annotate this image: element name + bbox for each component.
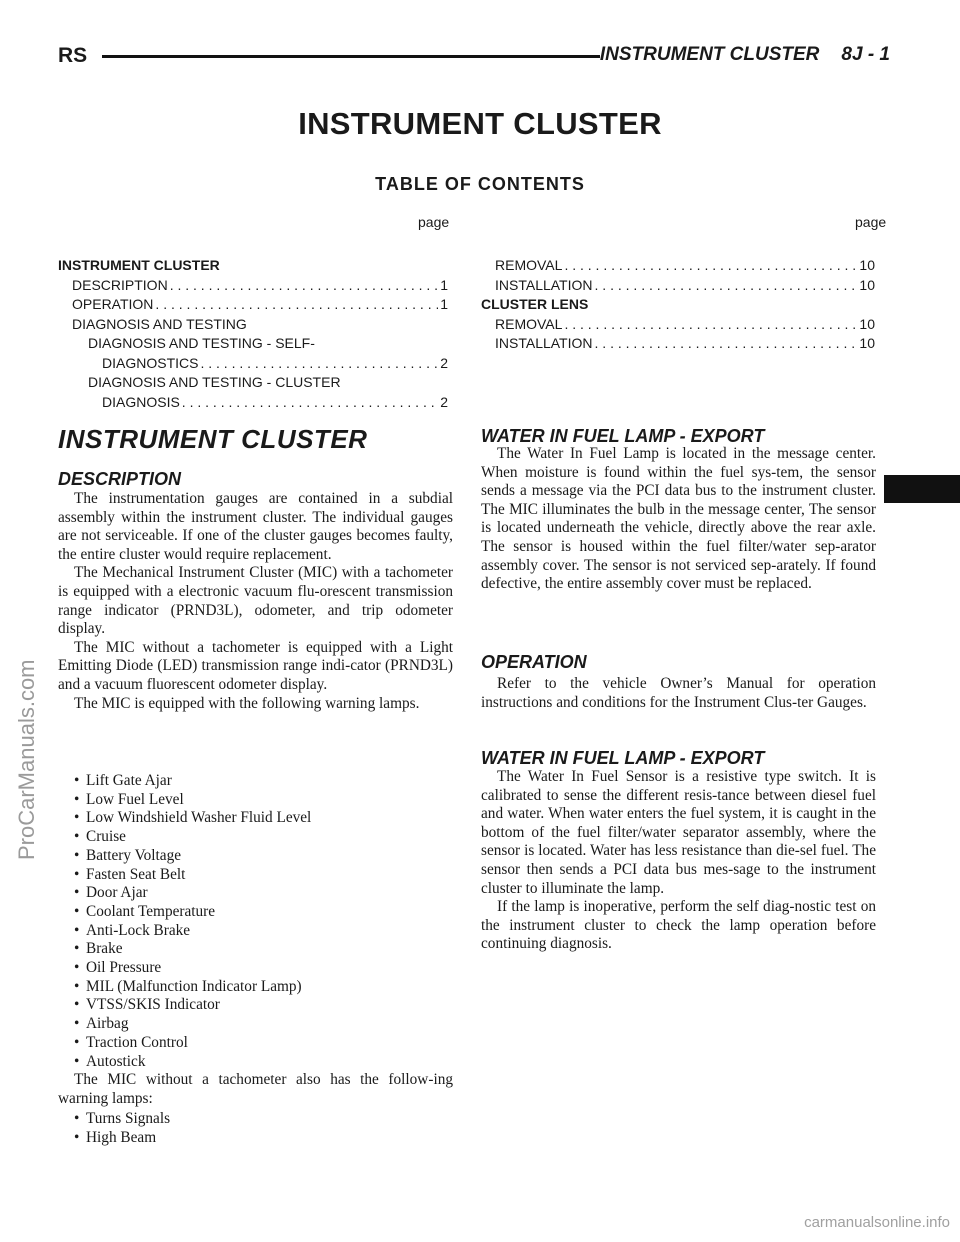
toc-entry-page: 1 [440, 296, 448, 312]
header-page-id: 8J - 1 [841, 44, 890, 65]
toc-entry[interactable] [58, 354, 448, 374]
running-header [58, 42, 890, 70]
warning-lamp-item: • Turns Signals [74, 1110, 454, 1129]
header-section-code: RS [58, 44, 88, 67]
toc-leader-dots [564, 315, 857, 335]
heading-operation: OPERATION [481, 652, 587, 672]
toc-entry-page: 2 [440, 393, 448, 410]
wif-operation-p2: If the lamp is inoperative, perform the self diag-nostic test on the instrument cluster to check the lamp operation before continuing diagnosis. [481, 898, 876, 953]
toc-entry-label: DESCRIPTION [72, 276, 168, 293]
warning-lamp-item: • Low Windshield Washer Fluid Level [74, 809, 454, 828]
toc-entry[interactable] [481, 276, 875, 296]
toc-entry-label: DIAGNOSIS AND TESTING - SELF- [88, 335, 315, 351]
tach-note [58, 1071, 453, 1108]
chapter-tab-marker [884, 475, 960, 503]
toc-page-label-left: page [418, 214, 450, 230]
toc-heading: TABLE OF CONTENTS [375, 174, 585, 194]
toc-entry-label: DIAGNOSTICS [102, 354, 199, 371]
toc-entry[interactable] [481, 315, 875, 335]
operation-paragraph [481, 675, 876, 712]
warning-lamp-item: • Lift Gate Ajar [74, 772, 454, 791]
operation-text: Refer to the vehicle Owner’s Manual for operation instructions and conditions for the Instrument Clus-ter Gauges. [481, 675, 876, 711]
header-title [578, 44, 890, 66]
warning-lamp-item: • Fasten Seat Belt [74, 866, 454, 885]
warning-lamp-item: • Battery Voltage [74, 847, 454, 866]
toc-entry-label: REMOVAL [495, 315, 563, 332]
toc-entry[interactable] [481, 295, 875, 315]
toc-entry-page: 10 [859, 335, 875, 351]
warning-lamp-item: • MIL (Malfunction Indicator Lamp) [74, 978, 454, 997]
description-p2: The Mechanical Instrument Cluster (MIC) with a tachometer is equipped with a electronic vacuum flu-orescent transmission range indicator (PRND3L), odometer, and trip odometer display. [58, 564, 453, 638]
description-p3: The MIC without a tachometer is equipped with a Light Emitting Diode (LED) transmission range indi-cator (PRND3L) and a vacuum fluorescent odometer display. [58, 638, 453, 693]
toc-leader-dots [595, 334, 858, 354]
toc-page-label-right: page [855, 214, 887, 230]
warning-lamp-item: • Cruise [74, 828, 454, 847]
toc-entry-page: 1 [440, 276, 448, 293]
wif-description-text: The Water In Fuel Lamp is located in the message center. When moisture is found within the fuel sys-tem, the sensor sends a message via the PCI data bus to the instrument cluster. The MIC illuminates the bulb in the message center, The sensor is located underneath the vehicle, directly above the rear axle. The sensor is housed within the fuel filter/water sep-arator assembly cover. The sensor is not serviced sep-arately. If found defective, the entire assembly cover must be replaced. [481, 445, 876, 593]
warning-lamp-item: • High Beam [74, 1129, 454, 1148]
watermark-vertical: ProCarManuals.com [14, 659, 39, 860]
toc-entry[interactable] [481, 334, 875, 354]
toc-leader-dots [155, 295, 438, 315]
toc-left-column [58, 256, 448, 412]
page-title: INSTRUMENT CLUSTER [298, 106, 662, 141]
toc-entry-label: DIAGNOSIS AND TESTING - CLUSTER [88, 374, 341, 390]
toc-entry-label: INSTRUMENT CLUSTER [58, 257, 220, 273]
toc-entry-page: 10 [859, 257, 875, 273]
toc-entry[interactable] [58, 276, 448, 296]
warning-lamp-item: • Brake [74, 940, 454, 959]
toc-entry-page: 10 [859, 276, 875, 293]
toc-entry[interactable] [58, 334, 448, 354]
warning-lamp-item: • Oil Pressure [74, 959, 454, 978]
heading-wif-description: WATER IN FUEL LAMP - EXPORT [481, 426, 765, 446]
toc-entry-label: INSTALLATION [495, 276, 593, 293]
toc-leader-dots [170, 276, 439, 296]
tach-note-text: The MIC without a tachometer also has the follow-ing warning lamps: [58, 1071, 453, 1107]
toc-entry-page: 2 [440, 354, 448, 371]
toc-entry[interactable] [58, 315, 448, 335]
toc-entry-label: DIAGNOSIS AND TESTING [72, 315, 247, 332]
warning-lamp-item: • VTSS/SKIS Indicator [74, 996, 454, 1015]
toc-entry-label: OPERATION [72, 296, 154, 312]
toc-leader-dots [182, 393, 438, 413]
toc-entry[interactable] [58, 393, 448, 413]
wif-description [481, 445, 876, 594]
heading-description: DESCRIPTION [58, 469, 182, 489]
toc-entry-label: REMOVAL [495, 257, 563, 273]
section-heading-instrument-cluster: INSTRUMENT CLUSTER [58, 424, 368, 454]
warning-lamp-item: • Low Fuel Level [74, 791, 454, 810]
toc-leader-dots [595, 276, 858, 296]
description-p1: The instrumentation gauges are contained in a subdial assembly within the instrument cluster. The individual gauges are not serviceable. If one of the cluster gauges becomes faulty, the entire cluster would require replacement. [58, 490, 453, 563]
warning-lamp-list-2 [74, 1110, 454, 1147]
toc-entry[interactable] [58, 373, 448, 393]
warning-lamp-item: • Door Ajar [74, 884, 454, 903]
header-rule [102, 55, 600, 58]
warning-lamp-item: • Autostick [74, 1053, 454, 1072]
warning-lamp-item: • Anti-Lock Brake [74, 922, 454, 941]
toc-entry-label: CLUSTER LENS [481, 296, 589, 312]
toc-entry[interactable] [58, 295, 448, 315]
warning-lamp-list [74, 772, 454, 1071]
heading-wif-operation: WATER IN FUEL LAMP - EXPORT [481, 748, 765, 768]
description-p4: The MIC is equipped with the following warning lamps. [74, 694, 420, 712]
wif-operation [481, 768, 876, 954]
wif-operation-p1: The Water In Fuel Sensor is a resistive type switch. It is calibrated to sense the different resis-tance between diesel fuel and water. When water enters the fuel system, it is caught in the bottom of the fuel filter/water separator assembly, where the sensor is located. Water has less resistance than die-sel fuel. The sensor then sends a PCI data bus mes-sage to the instrument cluster to illuminate the lamp. [481, 768, 876, 897]
header-title-text: INSTRUMENT CLUSTER [599, 44, 820, 65]
toc-entry-label: DIAGNOSIS [102, 393, 180, 410]
toc-entry[interactable] [481, 256, 875, 276]
toc-entry-label: INSTALLATION [495, 335, 593, 351]
warning-lamp-item: • Airbag [74, 1015, 454, 1034]
warning-lamp-item: • Traction Control [74, 1034, 454, 1053]
toc-right-column [481, 256, 875, 354]
toc-leader-dots [564, 256, 857, 276]
footer-watermark: carmanualsonline.info [804, 1214, 950, 1231]
toc-entry-page: 10 [859, 315, 875, 332]
toc-entry[interactable] [58, 256, 448, 276]
warning-lamp-item: • Coolant Temperature [74, 903, 454, 922]
description-paragraphs [58, 490, 453, 713]
toc-leader-dots [200, 354, 438, 374]
